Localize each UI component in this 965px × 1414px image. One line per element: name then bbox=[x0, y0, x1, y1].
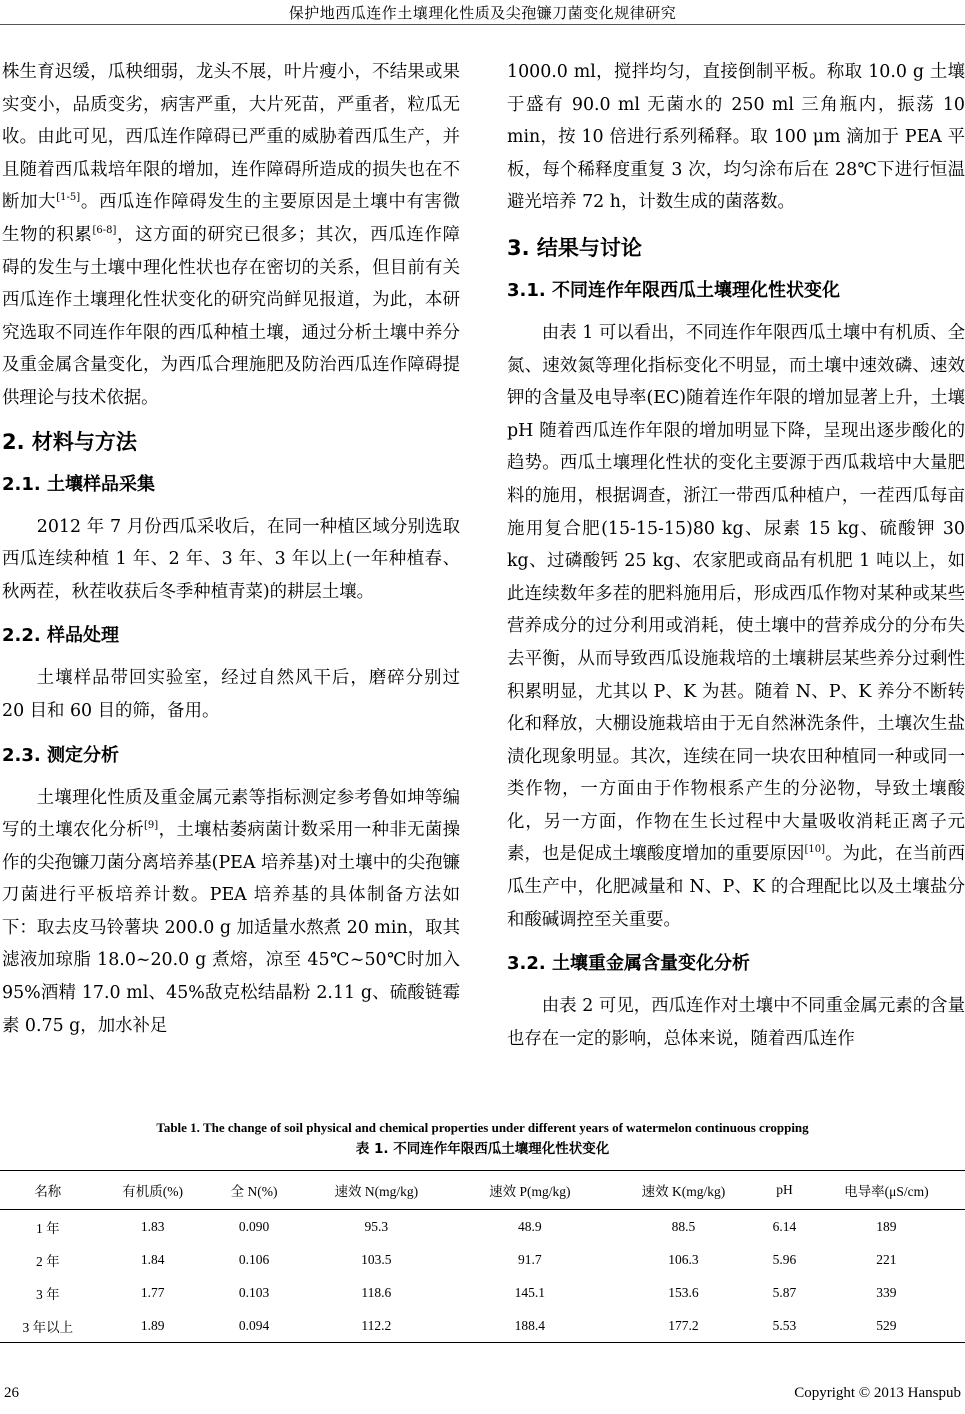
right-column bbox=[507, 56, 965, 1055]
column-header: 名称 bbox=[34, 1184, 62, 1199]
table-cell: 177.2 bbox=[668, 1317, 699, 1333]
table-cell: 1.83 bbox=[140, 1218, 165, 1234]
table-cell: 3 年 bbox=[36, 1286, 60, 1302]
column-header: 速效 P(mg/kg) bbox=[489, 1184, 571, 1199]
table-header-row bbox=[0, 1171, 965, 1210]
table-cell: 88.5 bbox=[671, 1218, 696, 1234]
citation[interactable]: [6-8] bbox=[92, 224, 117, 236]
table-cell: 189 bbox=[876, 1218, 897, 1234]
heavy-metals-paragraph: 由表 2 可见，西瓜连作对土壤中不同重金属元素的含量也存在一定的影响，总体来说，随着西瓜连作 bbox=[507, 996, 965, 1049]
table-cell: 1 年 bbox=[36, 1220, 60, 1236]
table-cell: 1.84 bbox=[140, 1251, 165, 1267]
table-cell: 221 bbox=[876, 1251, 897, 1267]
table-caption-en: Table 1. The change of soil physical and chemical properties under different years of watermelon continuous cropping bbox=[156, 1120, 809, 1135]
table-cell: 5.87 bbox=[772, 1284, 797, 1300]
column-header: pH bbox=[776, 1182, 793, 1197]
table-cell: 0.094 bbox=[238, 1317, 270, 1333]
citation[interactable]: [9] bbox=[144, 820, 159, 832]
column-header: 有机质(%) bbox=[122, 1184, 184, 1199]
table-cell: 0.103 bbox=[238, 1284, 270, 1300]
table-cell: 529 bbox=[876, 1317, 897, 1333]
intro-paragraph: 株生育迟缓，瓜秧细弱，龙头不展，叶片瘦小，不结果或果实变小，品质变劣，病害严重，大片死苗，严重者，粒瓜无收。由此可见，西瓜连作障碍已严重的威胁着西瓜生产，并且随着西瓜栽培年限的增加，连作障碍所造成的损失也在不断加大[1-5]。西瓜连作障碍发生的主要原因是土壤中有害微生物的积累[6-8]，这方面的研究已很多；其次，西瓜连作障碍的发生与土壤中理化性状也存在密切的关系，但目前有关西瓜连作土壤理化性状变化的研究尚鲜见报道，为此，本研究选取不同连作年限的西瓜种植土壤，通过分析土壤中养分及重金属含量变化，为西瓜合理施肥及防治西瓜连作障碍提供理论与技术依据。 bbox=[2, 62, 460, 408]
sampling-paragraph: 2012 年 7 月份西瓜采收后，在同一种植区域分别选取西瓜连续种植 1 年、2 年、3 年、3 年以上(一年种植春、秋两茬，秋茬收获后冬季种植青菜)的耕层土壤。 bbox=[2, 516, 460, 602]
table-cell: 1.89 bbox=[140, 1317, 165, 1333]
physchem-paragraph: 由表 1 可以看出，不同连作年限西瓜土壤中有机质、全氮、速效氮等理化指标变化不明显，而土壤中速效磷、速效钾的含量及电导率(EC)随着连作年限的增加显著上升，土壤 pH 随着西瓜连作年限的增加明显下降，呈现出逐步酸化的趋势。西瓜土壤理化性状的变化主要源于西瓜栽培中大量肥料的施用，根据调查，浙江一带西瓜种植户，一茬西瓜每亩施用复合肥(15-15-15)80 kg、尿素 15 kg、硫酸钾 30 kg、过磷酸钙 25 kg、农家肥或商品有机肥 1 吨以上，如此连续数年多茬的肥料施用后，形成西瓜作物对某种或某些营养成分的过分利用或消耗，使土壤中的营养成分的分布失去平衡，从而导致西瓜设施栽培的土壤耕层某些养分过剩性积累明显，尤其以 P、K 为甚。随着 N、P、K 养分不断转化和释放，大棚设施栽培由于无自然淋洗条件，土壤次生盐渍化现象明显。其次，连续在同一块农田种植同一种或同一类作物，一方面由于作物根系产生的分泌物，导致土壤酸化，另一方面，作物在生长过程中大量吸收消耗正离子元素，也是促成土壤酸度增加的重要原因[10]。为此，在当前西瓜生产中，化肥减量和 N、P、K 的合理配比以及土壤盐分和酸碱调控至关重要。 bbox=[507, 322, 965, 930]
continued-paragraph: 1000.0 ml，搅拌均匀，直接倒制平板。称取 10.0 g 土壤于盛有 90.0 ml 无菌水的 250 ml 三角瓶内，振荡 10 min，按 10 倍进行系列稀释。取 100 μm 滴加于 PEA 平板，每个稀释度重复 3 次，均匀涂布后在 28℃下进行恒温避光培养 72 h，计数生成的菌落数。 bbox=[507, 62, 965, 213]
table-cell: 339 bbox=[876, 1284, 897, 1300]
running-head: 保护地西瓜连作土壤理化性质及尖孢镰刀菌变化规律研究 bbox=[288, 4, 677, 22]
table-cell: 2 年 bbox=[36, 1253, 60, 1269]
copyright-notice: Copyright © 2013 Hanspub bbox=[794, 1385, 961, 1401]
left-column bbox=[2, 56, 460, 1042]
column-header: 全 N(%) bbox=[230, 1184, 278, 1199]
table-row bbox=[0, 1309, 965, 1343]
table-cell: 0.106 bbox=[238, 1251, 270, 1267]
page-number: 26 bbox=[4, 1385, 19, 1401]
table-cell: 3 年以上 bbox=[22, 1319, 74, 1335]
table-cell: 95.3 bbox=[364, 1218, 389, 1234]
table-cell: 5.53 bbox=[772, 1317, 797, 1333]
citation[interactable]: [1-5] bbox=[56, 192, 81, 204]
section-heading-methods: 2. 材料与方法 bbox=[2, 429, 137, 454]
table-cell: 112.2 bbox=[361, 1317, 392, 1333]
column-header: 速效 N(mg/kg) bbox=[334, 1184, 419, 1199]
data-table bbox=[0, 1170, 965, 1343]
table-cell: 106.3 bbox=[668, 1251, 699, 1267]
table-cell: 48.9 bbox=[518, 1218, 542, 1234]
subsection-heading-physchem: 3.1. 不同连作年限西瓜土壤理化性状变化 bbox=[507, 279, 840, 301]
table-cell: 145.1 bbox=[514, 1284, 546, 1300]
subsection-heading-heavy-metals: 3.2. 土壤重金属含量变化分析 bbox=[507, 953, 750, 975]
table-row bbox=[0, 1210, 965, 1244]
table-cell: 91.7 bbox=[518, 1251, 542, 1267]
table-cell: 118.6 bbox=[361, 1284, 392, 1300]
column-header: 速效 K(mg/kg) bbox=[641, 1184, 726, 1199]
subsection-heading-analysis: 2.3. 测定分析 bbox=[2, 744, 119, 766]
table-cell: 188.4 bbox=[514, 1317, 546, 1333]
table-caption-cn: 表 1. 不同连作年限西瓜土壤理化性状变化 bbox=[355, 1141, 610, 1157]
table-cell: 1.77 bbox=[140, 1284, 165, 1300]
subsection-heading-processing: 2.2. 样品处理 bbox=[2, 625, 119, 647]
section-heading-results: 3. 结果与讨论 bbox=[507, 235, 642, 260]
table-row bbox=[0, 1243, 965, 1276]
table-1-block bbox=[0, 1118, 965, 1335]
processing-paragraph: 土壤样品带回实验室，经过自然风干后，磨碎分别过 20 目和 60 目的筛，备用。 bbox=[2, 668, 460, 721]
table-cell: 5.96 bbox=[772, 1251, 797, 1267]
table-cell: 6.14 bbox=[772, 1218, 797, 1234]
analysis-paragraph: 土壤理化性质及重金属元素等指标测定参考鲁如坤等编写的土壤农化分析[9]，土壤枯萎病菌计数采用一种非无菌操作的尖孢镰刀菌分离培养基(PEA 培养基)对土壤中的尖孢镰刀菌进行平板培养计数。PEA 培养基的具体制备方法如下：取去皮马铃薯块 200.0 g 加适量水熬煮 20 min，取其滤液加琼脂 18.0~20.0 g 煮熔，凉至 45℃~50℃时加入 95%酒精 17.0 ml、45%敌克松结晶粉 2.11 g、硫酸链霉素 0.75 g，加水补足 bbox=[2, 787, 460, 1036]
citation[interactable]: [10] bbox=[804, 844, 825, 856]
subsection-heading-sampling: 2.1. 土壤样品采集 bbox=[2, 473, 155, 495]
table-cell: 103.5 bbox=[361, 1251, 392, 1267]
table-cell: 0.090 bbox=[238, 1218, 270, 1234]
table-row bbox=[0, 1276, 965, 1309]
table-cell: 153.6 bbox=[668, 1284, 699, 1300]
header-rule bbox=[0, 24, 965, 25]
column-header: 电导率(μS/cm) bbox=[844, 1184, 929, 1199]
